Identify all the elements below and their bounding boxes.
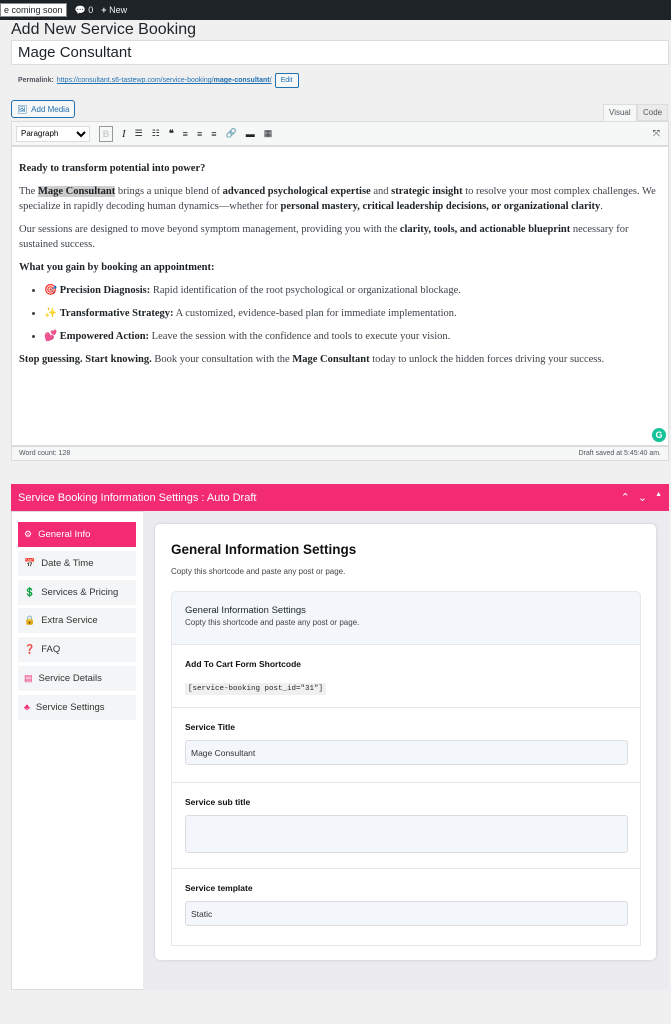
collapse-icon[interactable]: ▲ (655, 491, 662, 498)
template-select[interactable]: Static (185, 901, 628, 926)
tab-visual[interactable]: Visual (603, 104, 637, 121)
link-button[interactable]: 🔗 (225, 128, 237, 138)
plus-icon: + (101, 5, 107, 15)
align-right-button[interactable]: ≡ (211, 128, 217, 139)
nav-date-time[interactable]: 📅 Date & Time (18, 551, 136, 576)
service-title-row (171, 708, 641, 783)
nav-faq[interactable]: ❓ FAQ (18, 637, 136, 662)
new-link[interactable] (101, 5, 127, 15)
template-label: Service template (185, 883, 253, 893)
shortcode-row (171, 645, 641, 708)
media-icon: 🖼 (17, 104, 28, 114)
grammarly-icon[interactable]: G (652, 428, 666, 442)
numbered-list-button[interactable]: ☷ (151, 128, 160, 138)
fullscreen-button[interactable]: ⤧ (652, 128, 660, 138)
admin-bar (0, 0, 671, 20)
list-item: • 🎯 Precision Diagnosis: Rapid identification of the root psychological or organizational blockage. (44, 283, 661, 298)
editor-toolbar (11, 121, 669, 146)
nav-services-pricing[interactable]: 💲 Services & Pricing (18, 580, 136, 605)
list-icon: ▤ (24, 672, 33, 683)
service-title-label: Service Title (185, 722, 235, 732)
comment-count: 0 (88, 4, 94, 15)
add-media-label: Add Media (31, 104, 70, 114)
read-more-button[interactable]: ▬ (245, 128, 255, 139)
section-desc: Copty this shortcode and paste any post or page. (185, 618, 360, 627)
align-center-button[interactable]: ≡ (196, 128, 203, 139)
bold-button[interactable]: B (99, 126, 113, 142)
permalink-label: Permalink: (18, 77, 54, 84)
settings-heading: General Information Settings (171, 542, 357, 557)
pricing-icon: 💲 (24, 586, 36, 597)
template-row (171, 869, 641, 946)
comments-link[interactable] (75, 5, 94, 16)
post-title-input[interactable]: Mage Consultant (11, 40, 669, 65)
shortcode-value[interactable]: [service-booking post_id="31"] (185, 683, 326, 695)
word-count: Word count: 128 (19, 450, 71, 457)
settings-nav (18, 522, 136, 724)
list-item: • 💕 Empowered Action: Leave the session with the confidence and tools to execute your vision. (44, 329, 661, 344)
settings-subheading: Copty this shortcode and paste any post or page. (171, 567, 346, 576)
site-status-badge[interactable]: e coming soon (0, 3, 67, 17)
toolbar-toggle-button[interactable]: ▦ (263, 128, 273, 138)
gear-icon: ⚙ (24, 529, 33, 539)
comment-icon: 💬 (74, 4, 86, 15)
nav-service-settings[interactable]: ♣ Service Settings (18, 695, 136, 720)
move-down-icon[interactable]: ⌄ (637, 492, 648, 504)
blockquote-button[interactable]: ❝ (168, 128, 174, 138)
metabox-title: Service Booking Information Settings : Auto Draft (18, 491, 257, 504)
subtitle-textarea[interactable] (185, 815, 628, 853)
editor-content[interactable]: Ready to transform potential into power? The Mage Consultant brings a unique blend of advanced psychological expertise and strategic insight to resolve your most complex challenges. We specialize in rapidly decoding human dynamics—whether for personal mastery, critical leadership decisions, or organizational clarity. Our sessions are designed to move beyond symptom management, providing you with the clarity, tools, and actionable blueprint necessary for sustained success. What you gain by booking an appointment: • 🎯 Precision Diagnosis: Rapid identification of the root psychological or organizational blockage. • ✨ Transformative Strategy: A customized, evidence-based plan for immediate implementation. • 💕 Empowered Action: Leave the session with the confidence and tools to execute your vision. Stop guessing. Start knowing. Book your consultation with the Mage Consultant today to unlock the hidden forces driving your success. (11, 146, 669, 446)
new-label: New (109, 5, 128, 15)
lock-icon: 🔒 (24, 615, 36, 626)
nav-general-info[interactable]: ⚙ General Info (18, 522, 136, 547)
format-select[interactable] (16, 126, 90, 142)
page-title: Add New Service Booking (11, 21, 196, 38)
sitemap-icon: ♣ (24, 702, 30, 713)
add-media-button[interactable] (11, 100, 75, 118)
calendar-icon: 📅 (24, 557, 36, 568)
nav-extra-service[interactable]: 🔒 Extra Service (18, 608, 136, 633)
metabox-header (11, 484, 669, 511)
shortcode-label: Add To Cart Form Shortcode (185, 659, 302, 669)
section-title: General Information Settings (185, 605, 306, 616)
subtitle-row (171, 783, 641, 869)
edit-permalink-button[interactable]: Edit (275, 73, 299, 88)
move-up-icon[interactable]: ⌃ (620, 492, 630, 504)
editor-status-bar (11, 446, 669, 461)
draft-saved: Draft saved at 5:45:40 am. (578, 450, 661, 457)
section-header (171, 591, 641, 645)
subtitle-label: Service sub title (185, 797, 251, 807)
nav-service-details[interactable]: ▤ Service Details (18, 666, 136, 691)
permalink (18, 73, 299, 88)
bullet-list-button[interactable]: ☰ (134, 128, 143, 138)
tab-code[interactable]: Code (637, 104, 668, 121)
faq-icon: ❓ (24, 644, 36, 655)
italic-button[interactable]: I (122, 127, 126, 140)
list-item: • ✨ Transformative Strategy: A customized, evidence-based plan for immediate implementation. (44, 306, 661, 321)
service-title-input[interactable]: Mage Consultant (185, 740, 628, 765)
general-info-card (155, 524, 656, 960)
align-left-button[interactable]: ≡ (182, 128, 188, 139)
permalink-url[interactable]: https://consultant.s6-tastewp.com/service-booking/mage-consultant/ (56, 77, 272, 84)
